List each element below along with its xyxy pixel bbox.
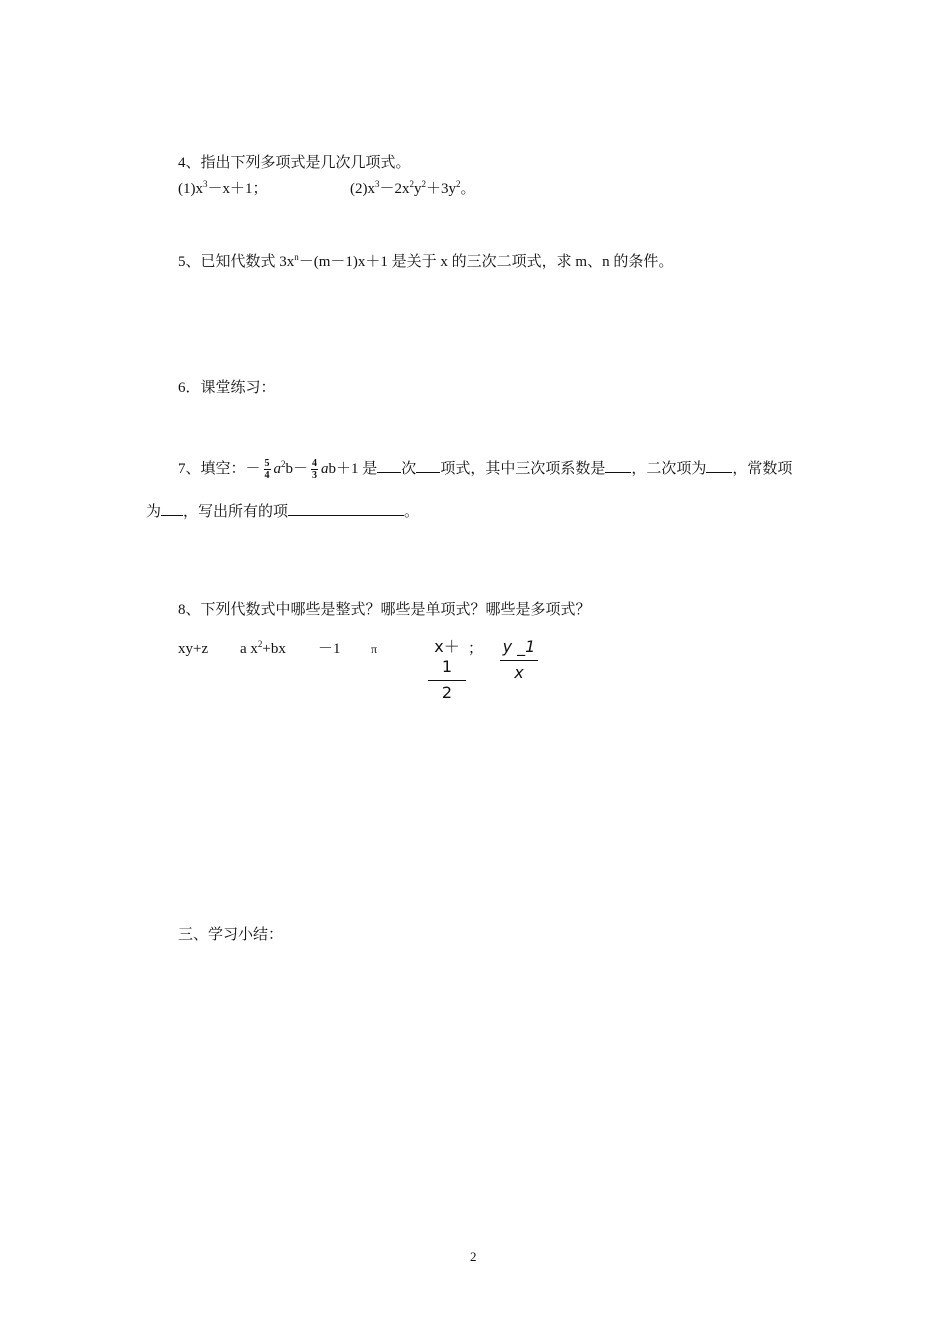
q7-line1: 7、填空：－ $\frac{5}{4}$ $a^2b-$ $\frac{4}{3}$ ab＋1 是 次 项式，其中三次项系数是 ，二次项为 ，常数项 xyxy=(178,458,793,482)
q8-title: 8、下列代数式中哪些是整式？哪些是单项式？哪些是多项式？ xyxy=(178,602,591,618)
q5-text: 5、已知代数式 $3x^n-(m-1)x+1$ 是关于 x 的三次二项式，求 m、n 的条件。 xyxy=(178,252,674,270)
q8-expr-1: xy+z xyxy=(178,641,209,657)
summary-heading: 三、学习小结： xyxy=(178,927,284,943)
blank-constant-term[interactable] xyxy=(161,501,183,516)
q8-expr-3: －1 xyxy=(318,641,341,657)
blank-cubic-coefficient[interactable] xyxy=(605,458,631,473)
q7-fraction-2: $\frac{4}{3}$ xyxy=(312,458,318,482)
blank-quadratic-term[interactable] xyxy=(706,458,732,473)
page-number: 2 xyxy=(470,1249,477,1264)
q7-fraction-1: $\frac{5}{4}$ xyxy=(264,458,270,482)
blank-degree[interactable] xyxy=(377,458,401,473)
q4-part1: $(1)x^3-x+1$； xyxy=(178,179,268,197)
blank-all-terms[interactable] xyxy=(288,501,404,516)
q8-expr-4: π xyxy=(371,642,378,656)
q4-title: 4、指出下列多项式是几次几项式。 xyxy=(178,155,411,171)
q8-fraction-1: $\frac{x+1}{2}$ xyxy=(428,637,466,705)
q4-part2: $(2)x^3-2x^2y^2+3y^2$。 xyxy=(350,179,476,197)
q7-line2: 为 ，写出所有的项 。 xyxy=(146,501,419,522)
q6-text: 6．课堂练习： xyxy=(178,380,276,396)
q8-separator: ； xyxy=(468,641,484,657)
q8-fraction-2: $\frac{y \_1}{x}$ xyxy=(500,637,538,685)
blank-term-count[interactable] xyxy=(416,458,440,473)
q8-expr-2: a $x^2+bx$ xyxy=(240,639,286,657)
